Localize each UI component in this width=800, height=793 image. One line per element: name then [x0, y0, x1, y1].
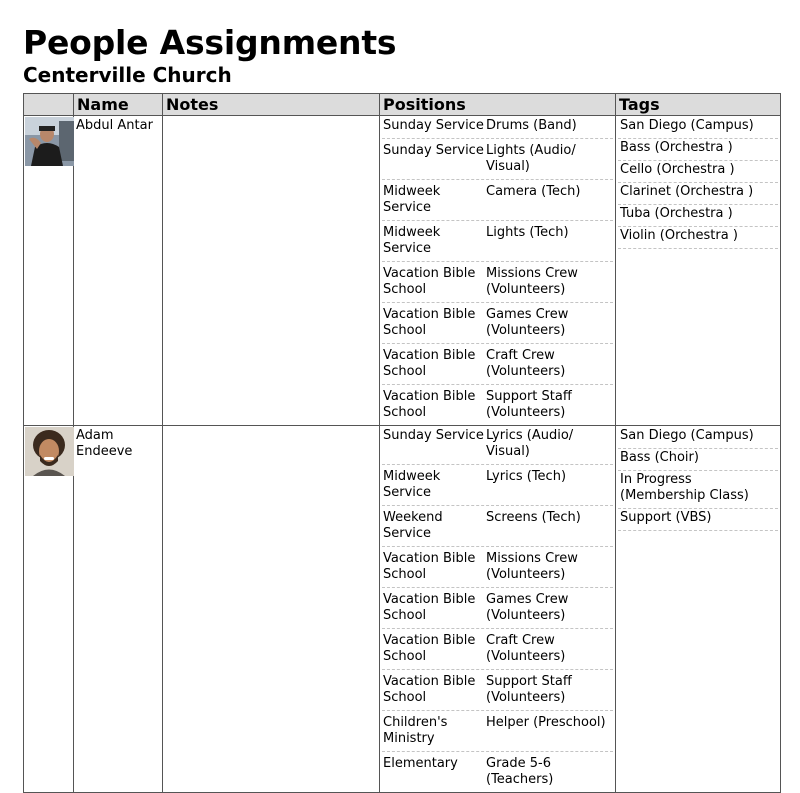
position-item [382, 506, 613, 547]
positions-list [380, 116, 615, 425]
people-table [23, 93, 781, 793]
header-photo [24, 94, 74, 116]
position-role: Craft Crew (Volunteers) [486, 633, 566, 664]
position-event: Sunday Service [383, 143, 484, 158]
position-item [382, 221, 613, 262]
position-item [382, 711, 613, 752]
position-event: Vacation Bible School [383, 551, 476, 582]
position-role: Grade 5-6 (Teachers) [486, 756, 554, 787]
tag-item: In Progress (Membership Class) [618, 471, 778, 509]
position-role: Craft Crew (Volunteers) [486, 348, 566, 379]
report-subtitle: Centerville Church [23, 63, 232, 87]
position-role: Games Crew (Volunteers) [486, 307, 569, 338]
header-name: Name [74, 94, 163, 116]
position-event: Vacation Bible School [383, 592, 476, 623]
tags-list [616, 426, 780, 531]
tag-item: Violin (Orchestra ) [618, 227, 778, 249]
position-event: Elementary [383, 756, 458, 771]
positions-list [380, 426, 615, 792]
position-role: Lights (Audio/ Visual) [486, 143, 576, 174]
position-item [382, 629, 613, 670]
position-event: Vacation Bible School [383, 348, 476, 379]
position-role: Drums (Band) [486, 118, 577, 133]
position-item [382, 588, 613, 629]
position-item [382, 670, 613, 711]
person-photo-icon [25, 427, 74, 476]
photo-cell [24, 116, 74, 426]
table-row [24, 116, 781, 426]
tag-item: San Diego (Campus) [618, 428, 778, 449]
report-title: People Assignments [23, 23, 397, 62]
position-role: Lyrics (Audio/ Visual) [486, 428, 574, 459]
position-event: Sunday Service [383, 118, 484, 133]
position-event: Weekend Service [383, 510, 443, 541]
tags-list [616, 116, 780, 249]
avatar [25, 117, 74, 166]
tag-item: Clarinet (Orchestra ) [618, 183, 778, 205]
avatar [25, 427, 74, 476]
position-item [382, 344, 613, 385]
tags-cell [616, 116, 781, 426]
person-notes [163, 116, 380, 426]
positions-cell [380, 116, 616, 426]
position-item [382, 428, 613, 465]
tag-item: Support (VBS) [618, 509, 778, 531]
table-body [24, 116, 781, 793]
photo-cell [24, 426, 74, 793]
person-name: Adam Endeeve [74, 426, 163, 793]
position-event: Vacation Bible School [383, 389, 476, 420]
table-header [24, 94, 781, 116]
person-notes [163, 426, 380, 793]
position-role: Lights (Tech) [486, 225, 569, 240]
position-item [382, 118, 613, 139]
tag-item: Tuba (Orchestra ) [618, 205, 778, 227]
position-event: Children's Ministry [383, 715, 448, 746]
tag-item: San Diego (Campus) [618, 118, 778, 139]
position-role: Screens (Tech) [486, 510, 581, 525]
position-item [382, 547, 613, 588]
tag-item: Bass (Choir) [618, 449, 778, 471]
position-role: Missions Crew (Volunteers) [486, 266, 578, 297]
position-item [382, 303, 613, 344]
tag-item: Bass (Orchestra ) [618, 139, 778, 161]
position-event: Vacation Bible School [383, 307, 476, 338]
header-notes: Notes [163, 94, 380, 116]
position-event: Midweek Service [383, 225, 441, 256]
header-tags: Tags [616, 94, 781, 116]
position-role: Games Crew (Volunteers) [486, 592, 569, 623]
position-event: Midweek Service [383, 469, 441, 500]
position-event: Midweek Service [383, 184, 441, 215]
header-positions: Positions [380, 94, 616, 116]
position-role: Lyrics (Tech) [486, 469, 567, 484]
position-role: Missions Crew (Volunteers) [486, 551, 578, 582]
position-item [382, 262, 613, 303]
position-role: Support Staff (Volunteers) [486, 674, 572, 705]
position-event: Vacation Bible School [383, 266, 476, 297]
position-item [382, 139, 613, 180]
position-event: Sunday Service [383, 428, 484, 443]
position-event: Vacation Bible School [383, 674, 476, 705]
position-item [382, 465, 613, 506]
position-item [382, 752, 613, 792]
position-event: Vacation Bible School [383, 633, 476, 664]
position-item [382, 385, 613, 425]
position-item [382, 180, 613, 221]
positions-cell [380, 426, 616, 793]
person-photo-icon [25, 117, 74, 166]
tag-item: Cello (Orchestra ) [618, 161, 778, 183]
position-role: Helper (Preschool) [486, 715, 606, 730]
table-row [24, 426, 781, 793]
position-role: Camera (Tech) [486, 184, 581, 199]
tags-cell [616, 426, 781, 793]
person-name: Abdul Antar [74, 116, 163, 426]
position-role: Support Staff (Volunteers) [486, 389, 572, 420]
